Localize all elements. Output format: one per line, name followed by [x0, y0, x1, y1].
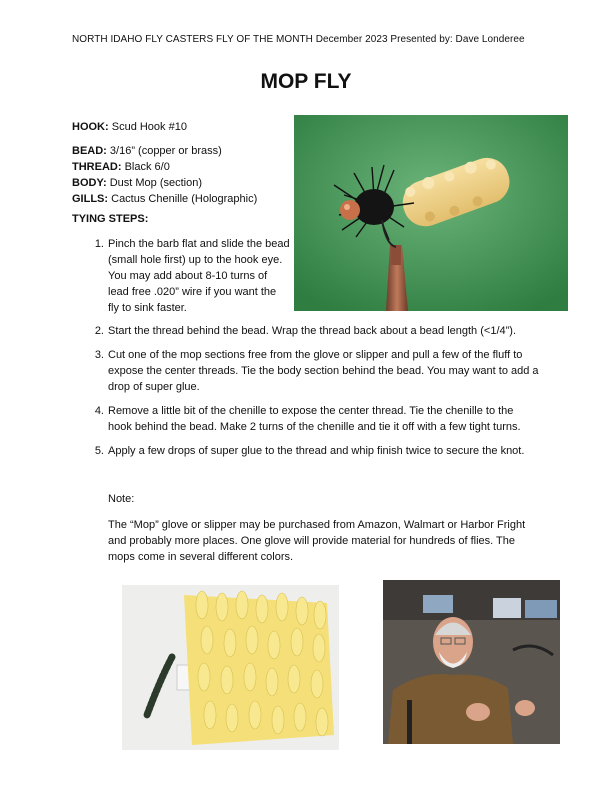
- step-line: Cut one of the mop sections free from the glove or slipper and pull a few of the fluff to: [108, 349, 523, 361]
- tying-steps-heading: TYING STEPS:: [72, 213, 149, 225]
- step-number: 4.: [94, 405, 104, 417]
- note-line: mops come in several different colors.: [108, 551, 294, 563]
- bead-label: BEAD:: [72, 145, 107, 157]
- body-row: [72, 175, 287, 191]
- step-line: drop of super glue.: [108, 381, 200, 393]
- gills-value: Cactus Chenille (Holographic): [111, 193, 258, 205]
- step-number: 3.: [94, 349, 104, 361]
- bead-row: [72, 143, 287, 159]
- presenter-photo: [383, 580, 560, 744]
- step-line: Remove a little bit of the chenille to expose the center thread. Tie the chenille to the: [108, 405, 514, 417]
- step-line: Apply a few drops of super glue to the thread and whip finish twice to secure the knot.: [108, 445, 525, 457]
- step-line: lead free .020” wire if you want the: [108, 286, 277, 298]
- hook-value: Scud Hook #10: [111, 121, 187, 133]
- thread-label: THREAD:: [72, 161, 122, 173]
- hook-row: [72, 119, 287, 135]
- hook-label: HOOK:: [72, 121, 109, 133]
- step-3: [90, 347, 550, 395]
- thread-value: Black 6/0: [124, 161, 170, 173]
- step-1: [90, 236, 290, 316]
- body-label: BODY:: [72, 177, 107, 189]
- note-line: and probably more places. One glove will provide material for hundreds of flies. The: [108, 535, 516, 547]
- mop-glove-photo: [122, 585, 339, 750]
- note-text: [108, 517, 538, 565]
- bead-value: 3/16” (copper or brass): [109, 145, 222, 157]
- step-4: [90, 403, 550, 435]
- step-line: fly to sink faster.: [108, 302, 187, 314]
- step-number: 1.: [94, 238, 104, 250]
- gills-row: [72, 191, 287, 207]
- step-line: You may add about 8-10 turns of: [108, 270, 268, 282]
- step-number: 5.: [94, 445, 104, 457]
- note-label: Note:: [108, 493, 135, 505]
- page-title: MOP FLY: [260, 70, 352, 93]
- mop-fly-photo: [294, 115, 568, 311]
- step-5: [90, 443, 550, 459]
- page-header: NORTH IDAHO FLY CASTERS FLY OF THE MONTH December 2023 Presented by: Dave Londeree: [72, 34, 525, 45]
- step-line: Start the thread behind the bead. Wrap the thread back about a bead length (<1/4”).: [108, 325, 516, 337]
- step-line: hook behind the bead. Make 2 turns of the chenille and tie it off with a few tight turns.: [108, 421, 521, 433]
- materials-list: [72, 119, 287, 207]
- thread-row: [72, 159, 287, 175]
- step-number: 2.: [94, 325, 104, 337]
- step-line: (small hole first) up to the hook eye.: [108, 254, 283, 266]
- gills-label: GILLS:: [72, 193, 109, 205]
- note-line: The “Mop” glove or slipper may be purchased from Amazon, Walmart or Harbor Fright: [108, 519, 526, 531]
- step-2: [90, 323, 550, 339]
- step-line: Pinch the barb flat and slide the bead: [108, 238, 290, 250]
- step-line: expose the center threads. Tie the body section behind the bead. You may want to add a: [108, 365, 539, 377]
- body-value: Dust Mop (section): [109, 177, 203, 189]
